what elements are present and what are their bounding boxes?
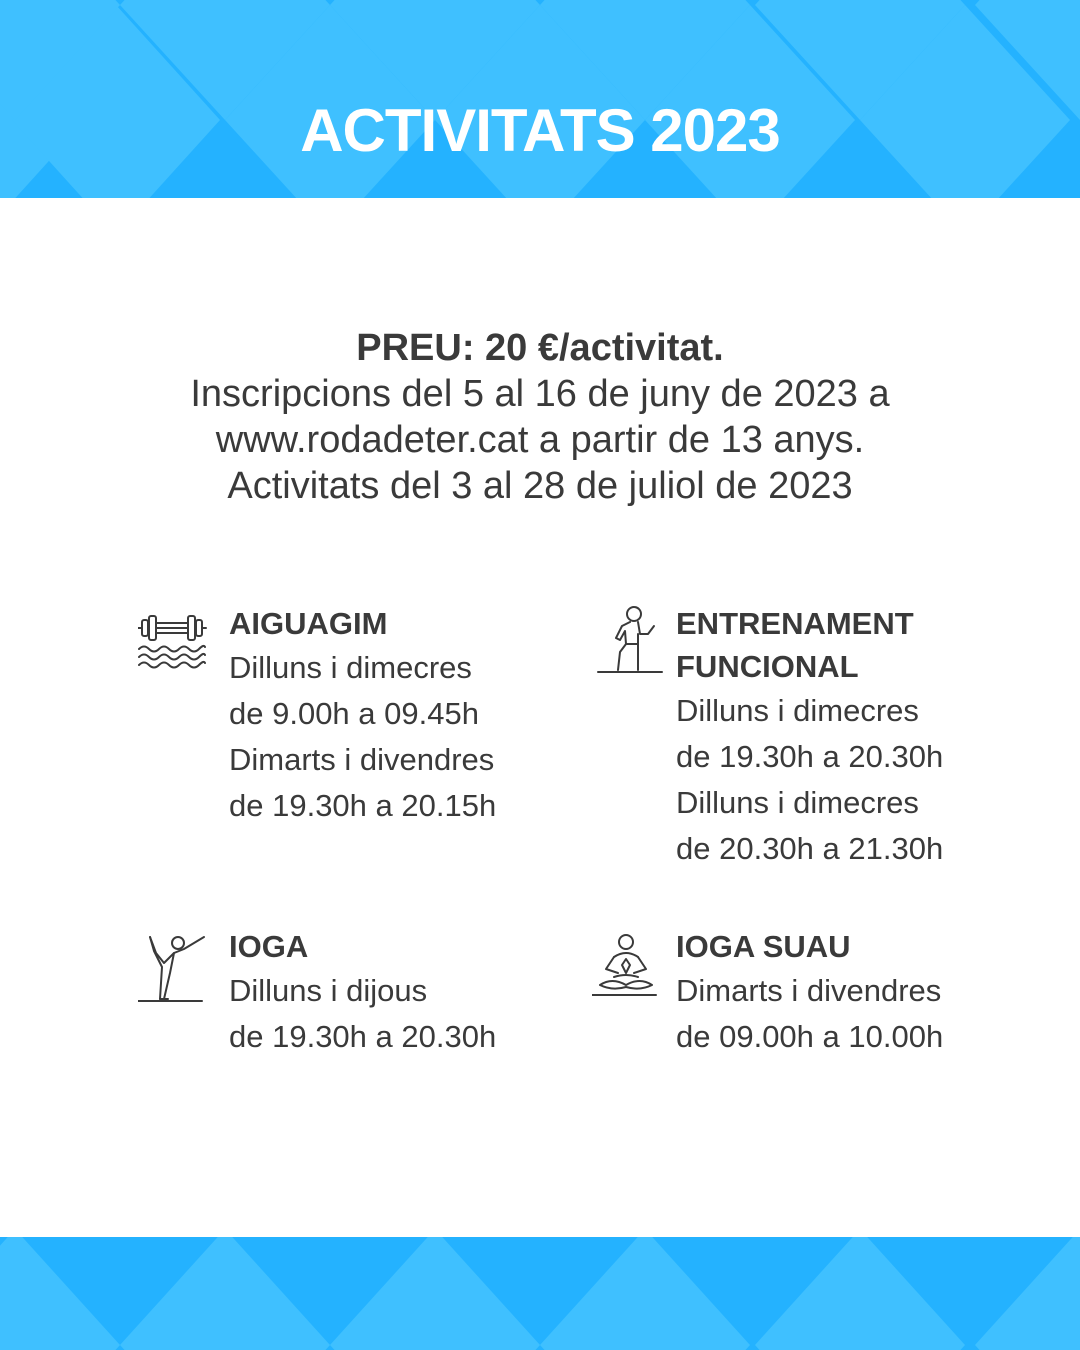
- functional-training-icon: [596, 604, 664, 680]
- header-band: [0, 0, 1080, 198]
- activity-name: IOGA: [229, 929, 309, 964]
- activity-schedule-line: de 20.30h a 21.30h: [676, 831, 944, 866]
- activity-name: AIGUAGIM: [229, 606, 388, 641]
- yoga-pose-icon: [138, 933, 208, 1011]
- footer-band: [0, 1237, 1080, 1350]
- activity-name: IOGA SUAU: [676, 929, 851, 964]
- price-text: PREU: 20 €/activitat.: [356, 327, 724, 369]
- diamond-pattern: [0, 1237, 1080, 1350]
- activity-name: FUNCIONAL: [676, 649, 859, 684]
- activity-schedule-line: de 19.30h a 20.30h: [676, 739, 944, 774]
- activity-schedule-line: Dilluns i dijous: [229, 973, 428, 1008]
- meditation-icon: [592, 933, 660, 1003]
- activity-schedule-line: Dilluns i dimecres: [676, 693, 919, 728]
- registration-dates: Inscripcions del 5 al 16 de juny de 2023 a: [190, 373, 890, 415]
- page-title: ACTIVITATS 2023: [300, 97, 780, 164]
- activity-schedule-line: de 19.30h a 20.15h: [229, 788, 497, 823]
- registration-website: www.rodadeter.cat a partir de 13 anys.: [215, 419, 865, 461]
- activity-name: ENTRENAMENT: [676, 606, 914, 641]
- aquagym-icon: [138, 608, 208, 676]
- activity-schedule-line: Dimarts i divendres: [229, 742, 495, 777]
- activity-schedule-line: Dilluns i dimecres: [229, 650, 472, 685]
- activity-schedule-line: de 9.00h a 09.45h: [229, 696, 479, 731]
- activity-schedule-line: de 19.30h a 20.30h: [229, 1019, 497, 1054]
- activity-schedule-line: Dilluns i dimecres: [676, 785, 919, 820]
- activity-schedule-line: de 09.00h a 10.00h: [676, 1019, 944, 1054]
- activity-dates: Activitats del 3 al 28 de juliol de 2023: [227, 465, 853, 507]
- registration-info: [0, 325, 1080, 509]
- activity-schedule-line: Dimarts i divendres: [676, 973, 942, 1008]
